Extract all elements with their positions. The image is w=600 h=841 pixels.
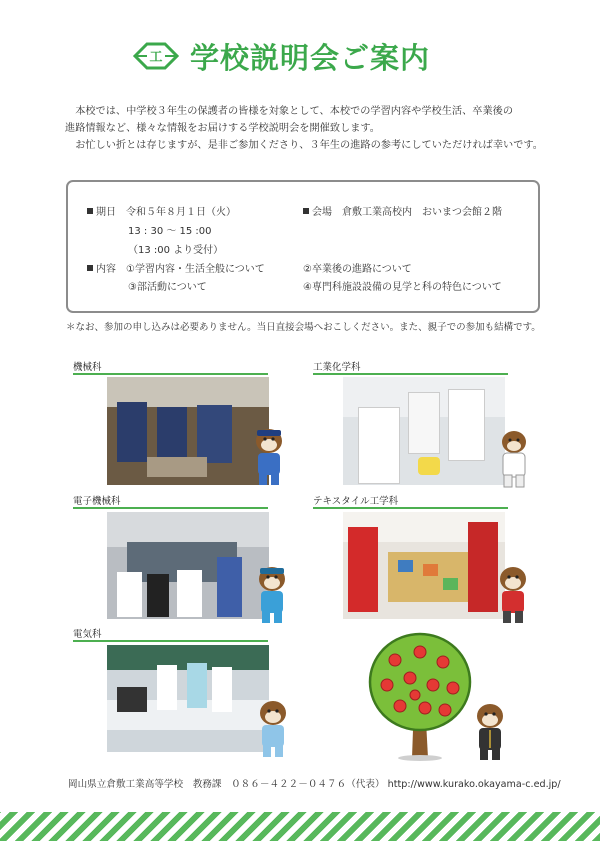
- photo-mechanical: [107, 377, 269, 485]
- venue-value: 倉敷工業高校内 おいまつ会館２階: [342, 207, 502, 218]
- mascot-otter-icon: [250, 563, 294, 625]
- bullet-square-icon: [87, 265, 93, 271]
- photo-electromechanical: [107, 512, 269, 619]
- photo-industrial-chemistry: [343, 377, 505, 485]
- mascot-otter-icon: [495, 428, 533, 488]
- content-item-2: ②卒業後の進路について: [303, 264, 412, 275]
- photo-electrical: [107, 645, 269, 752]
- page-title: 学校説明会ご案内: [190, 41, 431, 75]
- intro-line-2: 進路情報など、様々な情報をお届けする学校説明会を開催致します。: [65, 123, 380, 134]
- bullet-square-icon: [87, 208, 93, 214]
- mascot-otter-icon: [492, 563, 534, 625]
- time-value: 13 : 30 ～ 15 :00: [128, 226, 212, 237]
- bullet-square-icon: [303, 208, 309, 214]
- dept-label-electromechanical: 電子機械科: [73, 496, 121, 507]
- date-row: [87, 203, 236, 218]
- content-row: [87, 260, 265, 275]
- date-label: 期日: [96, 207, 116, 218]
- footer-stripes: [0, 812, 600, 841]
- venue-label: 会場: [312, 207, 332, 218]
- date-value: 令和５年８月１日（火）: [126, 207, 236, 218]
- footer-contact: 岡山県立倉敷工業高等学校 教務課 ０８６－４２２－０４７６（代表） http://www.kurako.okayama-c.ed.jp/: [68, 779, 561, 790]
- dept-divider: [73, 640, 268, 642]
- dept-label-textile-engineering: テキスタイル工学科: [313, 496, 399, 507]
- content-item-1: ①学習内容・生活全般について: [126, 264, 265, 275]
- apple-tree-illustration: [365, 630, 475, 762]
- dept-divider: [73, 373, 268, 375]
- dept-label-electrical: 電気科: [73, 629, 102, 640]
- logo-text: 工: [149, 50, 163, 65]
- intro-line-3: お忙しい折とは存じますが、是非ご参加くださり、３年生の進路の参考にしていただければ幸いです。: [75, 140, 543, 151]
- dept-divider: [313, 373, 508, 375]
- venue-row: [303, 203, 502, 218]
- dept-label-industrial-chemistry: 工業化学科: [313, 362, 361, 373]
- mascot-otter-icon: [470, 700, 510, 762]
- content-item-3: ③部活動について: [128, 282, 207, 293]
- dept-label-mechanical: 機械科: [73, 362, 102, 373]
- photo-textile-engineering: [343, 512, 505, 619]
- dept-divider: [73, 507, 268, 509]
- reception-time: （13 :00 より受付）: [128, 245, 224, 256]
- intro-line-1: 本校では、中学校３年生の保護者の皆様を対象として、本校での学習内容や学校生活、卒業後の: [75, 106, 514, 117]
- notice-text: ＊なお、参加の申し込みは必要ありません。当日直接会場へおこしください。また、親子での参加も結構です。: [66, 322, 541, 333]
- dept-divider: [313, 507, 508, 509]
- school-logo: [133, 41, 179, 71]
- mascot-otter-icon: [247, 425, 291, 487]
- content-item-4: ④専門科施設設備の見学と科の特色について: [303, 282, 502, 293]
- content-label: 内容: [96, 264, 116, 275]
- mascot-otter-icon: [252, 697, 294, 759]
